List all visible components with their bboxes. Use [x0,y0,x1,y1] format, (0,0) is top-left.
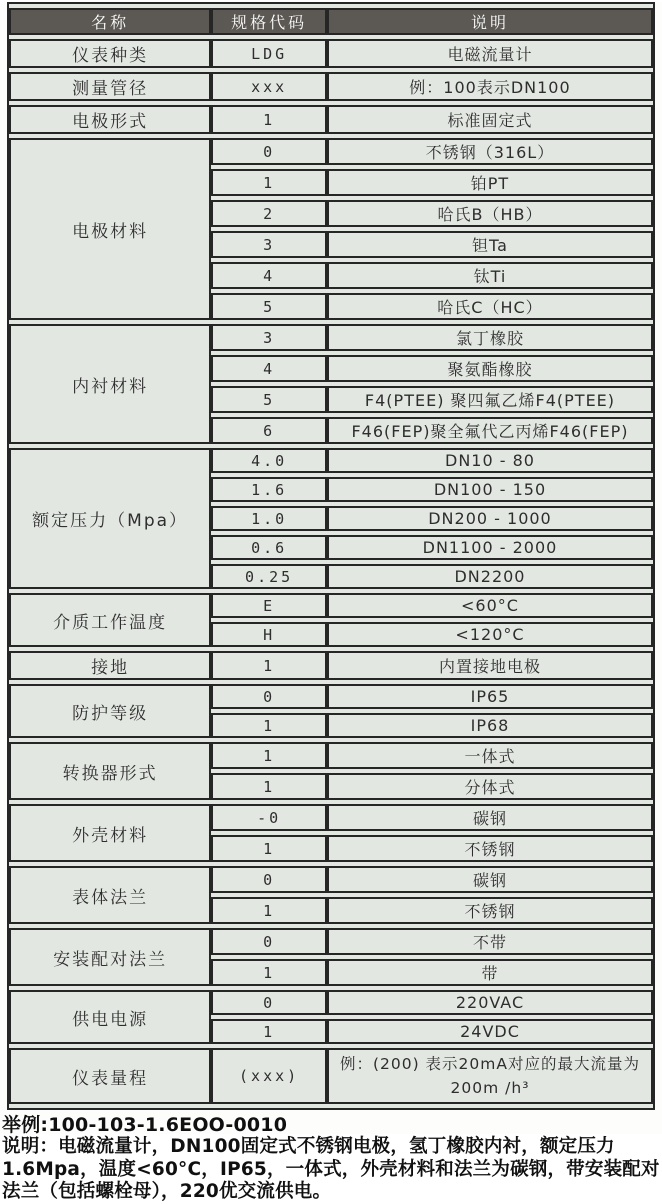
spec-code-cell: 0.25 [211,564,327,589]
spec-description-cell: 带 [327,959,653,986]
spec-description-cell: <60°C [327,593,653,618]
spec-description-cell: 电磁流量计 [327,39,653,68]
spec-description-cell: 碳钢 [327,866,653,893]
spec-description-cell: 分体式 [327,773,653,800]
spec-description-cell: DN100 - 150 [327,477,653,502]
spec-code-cell: 5 [211,386,327,413]
table-row [9,138,653,165]
row-group-name: 电极材料 [9,138,211,320]
column-header-description: 说明 [327,8,653,35]
spec-code-cell: xxx [211,72,327,101]
spec-code-cell: E [211,593,327,618]
row-group-name: 安装配对法兰 [9,928,211,986]
spec-selection-table [7,2,655,1110]
spec-description-cell: DN2200 [327,564,653,589]
spec-description-cell: 氯丁橡胶 [327,324,653,351]
spec-description-cell: 聚氨酯橡胶 [327,355,653,382]
spec-code-cell: 1 [211,897,327,924]
spec-code-cell: 3 [211,231,327,258]
spec-code-cell: 1 [211,713,327,738]
spec-code-cell: -0 [211,804,327,831]
spec-description-cell: 哈氏C（HC） [327,293,653,320]
spec-code-cell: 0 [211,138,327,165]
spec-description-cell: IP65 [327,684,653,709]
spec-code-cell: 5 [211,293,327,320]
table-row [9,39,653,68]
spec-code-cell: 0 [211,866,327,893]
row-group-name: 内衬材料 [9,324,211,444]
footnotes [2,1114,660,1204]
table-row [9,928,653,955]
spec-code-cell: (xxx) [211,1048,327,1104]
spec-code-cell: 6 [211,417,327,444]
spec-description-cell: 不锈钢 [327,835,653,862]
table-row [9,72,653,101]
spec-description-cell: 钽Ta [327,231,653,258]
spec-description-cell: DN10 - 80 [327,448,653,473]
spec-code-cell: 1 [211,1019,327,1044]
spec-description-cell: 例：(200) 表示20mA对应的最大流量为200m /h³ [327,1048,653,1104]
row-group-name: 外壳材料 [9,804,211,862]
row-group-name: 转换器形式 [9,742,211,800]
spec-code-cell: 1 [211,105,327,134]
table-row [9,448,653,473]
header-row [9,8,653,35]
spec-code-cell: 0 [211,928,327,955]
spec-code-cell: 1.0 [211,506,327,531]
spec-code-cell: 1 [211,169,327,196]
table-row [9,1048,653,1104]
spec-description-cell: IP68 [327,713,653,738]
spec-description-cell: 例：100表示DN100 [327,72,653,101]
column-header-name: 名称 [9,8,211,35]
spec-code-cell: 1 [211,773,327,800]
spec-code-cell: 0.6 [211,535,327,560]
spec-code-cell: 1 [211,959,327,986]
table-row [9,804,653,831]
column-header-code: 规格代码 [211,8,327,35]
spec-code-cell: 0 [211,684,327,709]
spec-table-body [9,39,653,1104]
spec-description-cell: 内置接地电极 [327,651,653,680]
spec-description-cell: 220VAC [327,990,653,1015]
row-group-name: 防护等级 [9,684,211,738]
spec-code-cell: 3 [211,324,327,351]
spec-description-cell: DN1100 - 2000 [327,535,653,560]
spec-code-cell: 1 [211,651,327,680]
row-group-name: 供电电源 [9,990,211,1044]
spec-description-cell: 哈氏B（HB） [327,200,653,227]
row-group-name: 电极形式 [9,105,211,134]
example-code-line: 举例:100-103-1.6EOO-0010 [2,1114,288,1137]
spec-description-cell: 一体式 [327,742,653,769]
spec-table-header [9,8,653,35]
table-row [9,324,653,351]
spec-description-cell: F46(FEP)聚全氟代乙丙烯F46(FEP) [327,417,653,444]
spec-code-cell: 4.0 [211,448,327,473]
spec-description-cell: 铂PT [327,169,653,196]
row-group-name: 表体法兰 [9,866,211,924]
row-group-name: 仪表种类 [9,39,211,68]
row-group-name: 接地 [9,651,211,680]
spec-code-cell: 4 [211,262,327,289]
table-row [9,990,653,1015]
row-group-name: 介质工作温度 [9,593,211,647]
spec-description-cell: 不锈钢 [327,897,653,924]
spec-code-cell: 1 [211,742,327,769]
spec-code-cell: H [211,622,327,647]
spec-code-cell: LDG [211,39,327,68]
row-group-name: 仪表量程 [9,1048,211,1104]
row-group-name: 测量管径 [9,72,211,101]
spec-code-cell: 2 [211,200,327,227]
spec-description-cell: DN200 - 1000 [327,506,653,531]
spec-code-cell: 4 [211,355,327,382]
example-description-line: 说明：电磁流量计，DN100固定式不锈钢电极，氢丁橡胶内衬，额定压力1.6Mpa，温度<60°C，IP65，一体式，外壳材料和法兰为碳钢，带安装配对法兰（包括螺栓母），220优交流供电。 [2,1136,660,1203]
table-row [9,742,653,769]
spec-code-cell: 1.6 [211,477,327,502]
spec-description-cell: 标准固定式 [327,105,653,134]
spec-description-cell: 钛Ti [327,262,653,289]
spec-description-cell: F4(PTEE) 聚四氟乙烯F4(PTEE) [327,386,653,413]
spec-description-cell: <120°C [327,622,653,647]
spec-code-cell: 1 [211,835,327,862]
spec-code-cell: 0 [211,990,327,1015]
table-row [9,593,653,618]
row-group-name: 额定压力（Mpa） [9,448,211,589]
table-row [9,651,653,680]
table-row [9,105,653,134]
spec-description-cell: 不锈钢（316L） [327,138,653,165]
spec-description-cell: 24VDC [327,1019,653,1044]
spec-description-cell: 碳钢 [327,804,653,831]
table-row [9,866,653,893]
spec-description-cell: 不带 [327,928,653,955]
page [0,2,662,1203]
table-row [9,684,653,709]
